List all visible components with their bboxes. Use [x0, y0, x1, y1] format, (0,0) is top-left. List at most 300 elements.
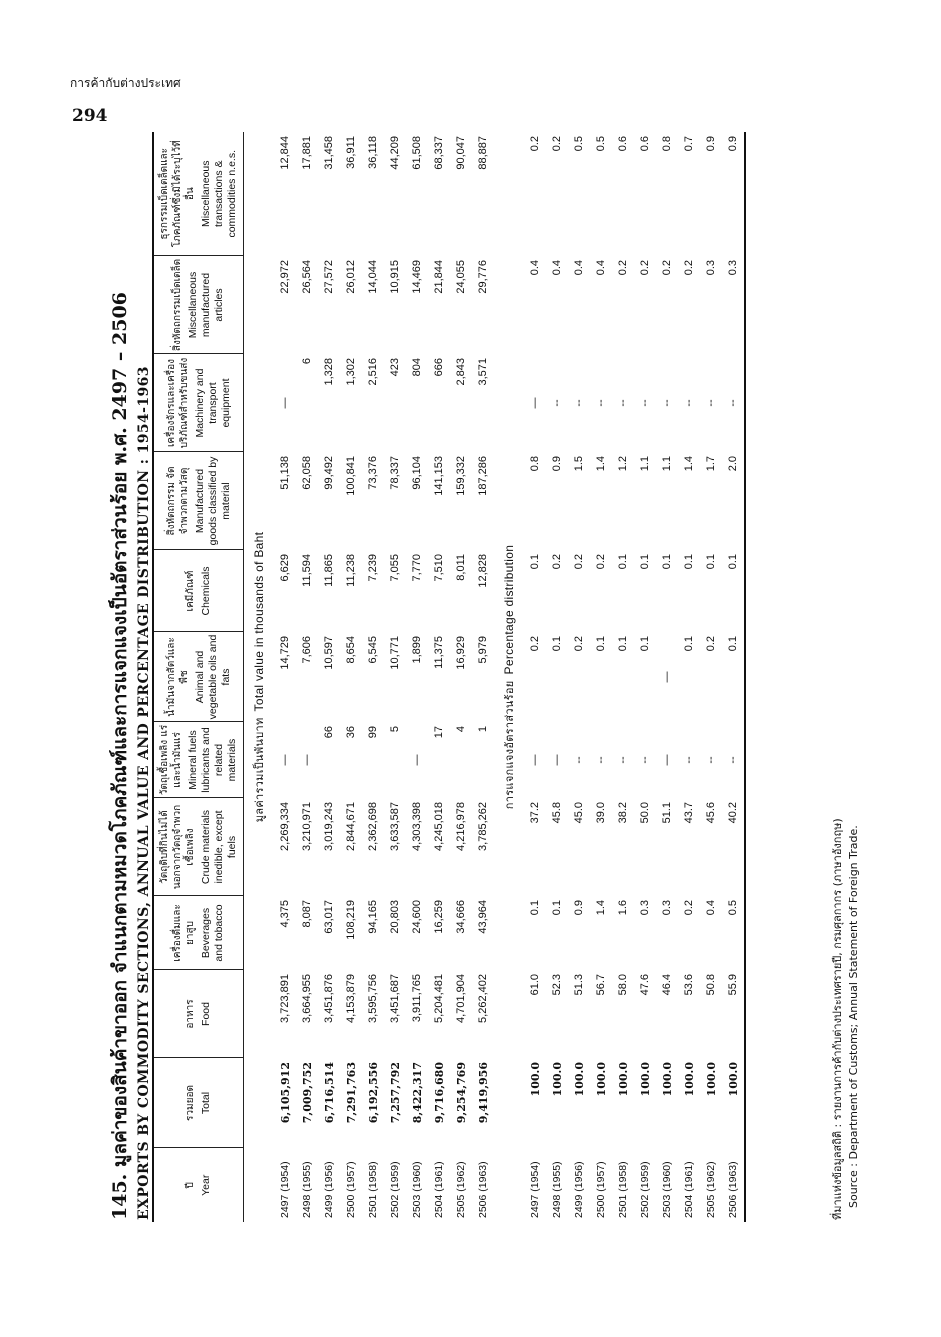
- year-cell: 2502 (1959): [389, 1161, 401, 1218]
- column-header-2: [153, 970, 244, 1058]
- value-cell: 14,044: [367, 260, 379, 294]
- value-cell: --: [683, 399, 695, 407]
- value-cell: --: [573, 756, 585, 764]
- table-title-block: [105, 130, 152, 1220]
- value-cell: 6,629: [279, 554, 291, 582]
- value-cell: 12,844: [279, 136, 291, 170]
- value-cell: 26,564: [301, 260, 313, 294]
- value-cell: 3,723,891: [279, 974, 291, 1023]
- value-cell: 7,239: [367, 554, 379, 582]
- value-cell: --: [617, 399, 629, 407]
- value-cell: 1.1: [661, 456, 673, 472]
- section-value: [244, 132, 275, 1222]
- year-cell: 2506 (1963): [722, 1148, 745, 1222]
- value-cell: 0.1: [529, 554, 541, 570]
- value-cell: 0.1: [683, 554, 695, 570]
- value-cell: 4,153,879: [345, 974, 357, 1023]
- value-cell: 0.1: [551, 636, 563, 652]
- year-cell: 2498 (1955): [301, 1161, 313, 1218]
- year-cell: 2498 (1955): [551, 1161, 563, 1218]
- value-cell: 5,979: [477, 636, 489, 664]
- value-cell: --: [639, 399, 651, 407]
- value-cell: 6,105,912: [278, 1062, 292, 1124]
- value-cell: 36: [345, 726, 357, 739]
- value-cell: —: [301, 754, 313, 766]
- column-header-5: [153, 722, 244, 798]
- value-cell: 11,238: [345, 554, 357, 587]
- source-note: [830, 130, 862, 1220]
- value-cell: 0.1: [722, 632, 745, 722]
- value-cell: 0.2: [529, 636, 541, 652]
- value-cell: —: [411, 754, 423, 766]
- value-cell: --: [595, 399, 607, 407]
- value-cell: 0.2: [683, 260, 695, 276]
- value-cell: 2,516: [367, 358, 379, 386]
- section-percent-english: Percentage distribution: [502, 544, 516, 675]
- value-cell: 11,865: [323, 554, 335, 587]
- value-cell: 7,257,792: [388, 1062, 402, 1124]
- value-cell: 29,776: [477, 260, 489, 294]
- table-body: [244, 132, 746, 1222]
- table-title-english: EXPORTS BY COMMODITY SECTIONS, ANNUAL VALUE AND PERCENTAGE DISTRIBUTION : 1954-1963: [136, 366, 152, 1220]
- value-cell: 14,729: [279, 636, 291, 670]
- value-cell: 6,192,556: [366, 1062, 380, 1124]
- value-cell: 2,269,334: [279, 802, 291, 851]
- value-row: [384, 132, 406, 1222]
- value-cell: 3,451,687: [389, 974, 401, 1023]
- value-cell: 37.2: [529, 802, 541, 824]
- value-cell: 0.5: [722, 896, 745, 970]
- value-cell: 0.4: [595, 260, 607, 276]
- value-row: [340, 132, 362, 1222]
- value-cell: 4,375: [279, 900, 291, 928]
- value-cell: 9,419,956: [476, 1062, 490, 1124]
- value-cell: 61,508: [411, 136, 423, 170]
- value-cell: 36,118: [367, 136, 379, 169]
- value-cell: 1.5: [573, 456, 585, 472]
- value-cell: 0.4: [705, 900, 717, 916]
- value-cell: 5,204,481: [433, 974, 445, 1023]
- value-cell: 0.3: [722, 256, 745, 354]
- value-cell: 100.0: [682, 1062, 696, 1097]
- value-cell: 99: [367, 726, 379, 739]
- value-cell: 4,216,978: [455, 802, 467, 851]
- value-cell: 1.4: [683, 456, 695, 472]
- value-cell: 43.7: [683, 802, 695, 824]
- column-header-6: [153, 632, 244, 722]
- value-cell: —: [551, 754, 563, 766]
- value-cell: 17: [433, 726, 445, 739]
- value-cell: 2,362,698: [367, 802, 379, 851]
- value-cell: 0.2: [551, 554, 563, 570]
- column-header-thai: ธุรกรรมเบ็ดเตล็ดและโภคภัณฑ์ซึ่งมิได้ระบุไว้ที่อื่น: [159, 140, 196, 248]
- percent-row: [524, 132, 546, 1222]
- column-header-thai: เคมีภัณฑ์: [185, 570, 196, 612]
- value-cell: 43,964: [477, 900, 489, 934]
- value-cell: 1.7: [705, 456, 717, 472]
- value-cell: 0.1: [595, 636, 607, 652]
- table-title-thai: 145. มูลค่าของสินค้าขาออก จำแนกตามหมวดโภคภัณฑ์และการแจกแจงเป็นอัตราส่วนร้อย พ.ศ. 2497 – 2506: [109, 292, 131, 1220]
- value-cell: 0.1: [722, 550, 745, 632]
- value-cell: 0.8: [529, 456, 541, 472]
- exports-table: [152, 132, 746, 1222]
- value-cell: 9,254,769: [454, 1062, 468, 1124]
- value-cell: 100.0: [572, 1062, 586, 1097]
- percent-row: [656, 132, 678, 1222]
- value-cell: 100.0: [722, 1058, 745, 1148]
- year-cell: 2499 (1956): [323, 1161, 335, 1218]
- percent-row: [546, 132, 568, 1222]
- page-number: 294: [72, 106, 108, 126]
- value-cell: 16,929: [455, 636, 467, 670]
- value-cell: 0.4: [529, 260, 541, 276]
- value-cell: --: [595, 756, 607, 764]
- year-cell: 2504 (1961): [683, 1161, 695, 1218]
- column-header-thai: ปี: [185, 1182, 196, 1189]
- value-cell: 0.9: [705, 136, 717, 152]
- column-header-english: Mineral fuels lubricants and related materials: [187, 727, 238, 793]
- value-cell: 2,843: [455, 358, 467, 386]
- value-cell: 68,337: [433, 136, 445, 170]
- column-header-8: [153, 452, 244, 550]
- value-cell: 0.1: [529, 900, 541, 916]
- value-cell: 7,291,763: [344, 1062, 358, 1124]
- value-cell: --: [705, 756, 717, 764]
- section-percent-thai: การแจกแจงอัตราส่วนร้อย: [503, 680, 516, 810]
- value-cell: 47.6: [639, 974, 651, 996]
- value-cell: 5,262,402: [477, 974, 489, 1023]
- year-cell: 2506 (1963): [477, 1161, 489, 1218]
- value-cell: 0.2: [551, 136, 563, 152]
- source-english: Source : Department of Customs; Annual Statement of Foreign Trade.: [847, 825, 860, 1208]
- section-value-label: [244, 132, 275, 1222]
- value-cell: --: [722, 722, 745, 798]
- value-cell: 3,664,955: [301, 974, 313, 1023]
- percent-row: [634, 132, 656, 1222]
- value-cell: 10,597: [323, 636, 335, 670]
- value-cell: —: [661, 671, 673, 683]
- value-cell: 8,422,317: [410, 1062, 424, 1124]
- value-cell: 0.3: [661, 900, 673, 916]
- value-cell: 73,376: [367, 456, 379, 490]
- column-header-thai: วัตถุดิบที่กินไม่ได้ นอกจากวัตถุจำพวกเชื้อเพลิง: [159, 804, 196, 890]
- value-cell: 1: [477, 726, 489, 733]
- column-header-english: Year: [200, 1174, 212, 1196]
- value-cell: 11,594: [301, 554, 313, 587]
- column-header-thai: สิ่งหัตถกรรม จัดจำพวกตามวัสดุ: [165, 466, 190, 536]
- value-cell: 0.1: [639, 554, 651, 570]
- value-cell: 0.5: [595, 136, 607, 152]
- column-header-english: Crude materials inedible, except fuels: [200, 809, 238, 885]
- value-cell: 1,302: [345, 358, 357, 386]
- value-cell: 96,104: [411, 456, 423, 490]
- value-cell: 141,153: [433, 456, 445, 496]
- value-cell: 36,911: [345, 136, 357, 169]
- value-cell: 53.6: [683, 974, 695, 996]
- value-cell: 100.0: [704, 1062, 718, 1097]
- value-cell: 7,606: [301, 636, 313, 664]
- value-cell: 8,654: [345, 636, 357, 664]
- value-row: [406, 132, 428, 1222]
- section-percent-label: [494, 132, 524, 1222]
- value-cell: 46.4: [661, 974, 673, 996]
- value-cell: 39.0: [595, 802, 607, 824]
- value-cell: 0.2: [617, 260, 629, 276]
- percent-row: [590, 132, 612, 1222]
- value-cell: 804: [411, 358, 423, 377]
- value-cell: 22,972: [279, 260, 291, 294]
- value-cell: 0.2: [595, 554, 607, 570]
- value-cell: —: [661, 754, 673, 766]
- value-row: [296, 132, 318, 1222]
- percent-row: [612, 132, 634, 1222]
- value-cell: 14,469: [411, 260, 423, 294]
- value-cell: 7,055: [389, 554, 401, 582]
- value-cell: 0.1: [617, 636, 629, 652]
- value-cell: 1.6: [617, 900, 629, 916]
- year-cell: 2502 (1959): [639, 1161, 651, 1218]
- year-cell: 2497 (1954): [529, 1161, 541, 1218]
- value-cell: 78,337: [389, 456, 401, 490]
- value-cell: 10,915: [389, 260, 401, 294]
- value-cell: 0.1: [705, 554, 717, 570]
- value-cell: 0.4: [551, 260, 563, 276]
- year-cell: 2504 (1961): [433, 1161, 445, 1218]
- year-cell: 2503 (1960): [661, 1161, 673, 1218]
- percent-row: [700, 132, 722, 1222]
- column-header-english: Food: [200, 1002, 212, 1026]
- value-cell: 0.7: [683, 136, 695, 152]
- value-cell: 17,881: [301, 136, 313, 170]
- percent-row: [568, 132, 590, 1222]
- value-cell: 5: [389, 726, 401, 733]
- value-cell: 0.2: [661, 260, 673, 276]
- running-head: การค้ากับต่างประเทศ: [70, 76, 181, 90]
- value-cell: 51.1: [661, 802, 673, 824]
- value-cell: 6: [301, 358, 313, 365]
- value-cell: 90,047: [455, 136, 467, 170]
- year-cell: 2500 (1957): [595, 1161, 607, 1218]
- value-cell: --: [639, 756, 651, 764]
- value-cell: 12,828: [477, 554, 489, 588]
- value-cell: 66: [323, 726, 335, 739]
- value-cell: --: [683, 756, 695, 764]
- statistics-table-wrap: [152, 132, 746, 1222]
- value-cell: 0.3: [639, 900, 651, 916]
- value-cell: 8,011: [455, 554, 467, 581]
- value-cell: 0.8: [661, 136, 673, 152]
- source-thai: ที่มาแห่งข้อมูลสถิติ : รายงานการค้ากับต่างประเทศรายปี, กรมศุลกากร (ภาษาอังกฤษ): [831, 818, 844, 1220]
- value-row: [274, 132, 296, 1222]
- value-cell: 100.0: [660, 1062, 674, 1097]
- value-cell: 3,451,876: [323, 974, 335, 1023]
- value-cell: 0.1: [683, 636, 695, 652]
- value-cell: 52.3: [551, 974, 563, 996]
- column-header-english: Beverages and tobacco: [200, 904, 225, 962]
- value-cell: 51.3: [573, 974, 585, 996]
- value-cell: 11,375: [433, 636, 445, 669]
- value-cell: --: [573, 399, 585, 407]
- value-cell: 1.4: [595, 900, 607, 916]
- value-cell: 1,328: [323, 358, 335, 386]
- value-cell: 7,510: [433, 554, 445, 582]
- value-cell: 7,770: [411, 554, 423, 582]
- value-cell: 21,844: [433, 260, 445, 294]
- value-cell: --: [661, 399, 673, 407]
- value-cell: --: [551, 399, 563, 407]
- value-cell: 3,019,243: [323, 802, 335, 851]
- value-cell: 108,219: [345, 900, 357, 940]
- value-cell: 100.0: [528, 1062, 542, 1097]
- value-cell: 31,458: [323, 136, 335, 170]
- year-cell: 2501 (1958): [617, 1161, 629, 1218]
- value-cell: 0.3: [705, 260, 717, 276]
- value-cell: 26,012: [345, 260, 357, 294]
- value-cell: 1,899: [411, 636, 423, 664]
- column-header-english: Miscellaneous transactions & commodities n.e.s.: [200, 149, 238, 238]
- value-cell: 0.1: [661, 554, 673, 570]
- value-cell: 3,210,971: [301, 802, 313, 851]
- value-cell: 2,844,671: [345, 802, 357, 851]
- value-cell: 55.9: [722, 970, 745, 1058]
- value-row: [450, 132, 472, 1222]
- value-cell: 88,887: [477, 136, 489, 170]
- value-row: [472, 132, 494, 1222]
- column-header-thai: อาหาร: [185, 999, 196, 1029]
- value-cell: 99,492: [323, 456, 335, 490]
- column-header-english: Total: [200, 1091, 212, 1115]
- value-cell: 27,572: [323, 260, 335, 294]
- value-cell: 24,600: [411, 900, 423, 934]
- value-cell: 94,165: [367, 900, 379, 934]
- column-header-9: [153, 354, 244, 452]
- value-cell: 62,058: [301, 456, 313, 490]
- column-header-3: [153, 896, 244, 970]
- value-cell: 2.0: [722, 452, 745, 550]
- value-cell: 50.8: [705, 974, 717, 996]
- column-header-1: [153, 1058, 244, 1148]
- percent-row: [722, 132, 745, 1222]
- value-cell: 100.0: [550, 1062, 564, 1097]
- column-header-10: [153, 256, 244, 354]
- value-cell: 20,803: [389, 900, 401, 934]
- value-cell: 0.4: [573, 260, 585, 276]
- value-cell: 100,841: [345, 456, 357, 496]
- section-percent: [494, 132, 524, 1222]
- value-cell: 51,138: [279, 456, 291, 490]
- value-cell: 40.2: [722, 798, 745, 896]
- value-cell: 0.2: [639, 260, 651, 276]
- value-cell: --: [705, 399, 717, 407]
- column-header-thai: เครื่องจักรและเครื่องบริภัณฑ์สำหรับขนส่ง: [165, 357, 190, 449]
- column-header-english: Machinery and transport equipment: [193, 368, 232, 438]
- column-header-english: Miscellaneous manufactured articles: [187, 271, 225, 339]
- value-cell: 45.8: [551, 802, 563, 824]
- value-cell: 1.2: [617, 456, 629, 472]
- column-header-english: Animal and vegetable oils and fats: [193, 634, 232, 720]
- value-cell: 666: [433, 358, 445, 377]
- column-header-row: [153, 132, 244, 1222]
- value-cell: 100.0: [594, 1062, 608, 1097]
- year-cell: 2501 (1958): [367, 1161, 379, 1218]
- column-header-7: [153, 550, 244, 632]
- year-cell: 2505 (1962): [455, 1161, 467, 1218]
- column-header-4: [153, 798, 244, 896]
- value-cell: 1.1: [639, 456, 651, 472]
- value-cell: —: [529, 397, 541, 409]
- value-cell: --: [722, 354, 745, 452]
- column-header-thai: วัตถุเชื้อเพลิง แร่ และน้ำมันแร่: [159, 724, 183, 796]
- value-cell: 0.2: [529, 136, 541, 152]
- column-header-english: Chemicals: [200, 566, 212, 616]
- value-row: [318, 132, 340, 1222]
- value-cell: 9,716,680: [432, 1062, 446, 1124]
- year-cell: 2499 (1956): [573, 1161, 585, 1218]
- value-cell: 0.9: [573, 900, 585, 916]
- value-cell: 4,701,904: [455, 974, 467, 1023]
- value-cell: --: [617, 756, 629, 764]
- value-cell: 423: [389, 358, 401, 377]
- value-cell: 10,771: [389, 636, 401, 670]
- value-cell: 0.2: [573, 636, 585, 652]
- value-cell: 100.0: [638, 1062, 652, 1097]
- value-cell: 4: [455, 726, 467, 733]
- value-cell: 3,785,262: [477, 802, 489, 851]
- value-cell: 63,017: [323, 900, 335, 934]
- value-cell: 61.0: [529, 974, 541, 996]
- column-header-thai: เครื่องดื่มและยาสูบ: [172, 904, 196, 962]
- value-cell: 8,087: [301, 900, 313, 928]
- value-cell: 0.6: [639, 136, 651, 152]
- value-row: [362, 132, 384, 1222]
- section-value-thai: มูลค่ารวมเป็นพันบาท: [253, 717, 266, 823]
- value-row: [428, 132, 450, 1222]
- percent-row: [678, 132, 700, 1222]
- value-cell: 187,286: [477, 456, 489, 496]
- year-cell: 2505 (1962): [705, 1161, 717, 1218]
- value-cell: 4,245,018: [433, 802, 445, 851]
- value-cell: 44,209: [389, 136, 401, 170]
- value-cell: 3,595,756: [367, 974, 379, 1023]
- value-cell: 3,571: [477, 358, 489, 386]
- value-cell: —: [279, 397, 291, 409]
- column-header-0: [153, 1148, 244, 1222]
- column-header-thai: รวมยอด: [185, 1085, 196, 1121]
- value-cell: 16,259: [433, 900, 445, 934]
- value-cell: 7,009,752: [300, 1062, 314, 1124]
- column-header-11: [153, 132, 244, 256]
- value-cell: 4,303,398: [411, 802, 423, 851]
- value-cell: 0.6: [617, 136, 629, 152]
- year-cell: 2497 (1954): [279, 1161, 291, 1218]
- year-cell: 2500 (1957): [345, 1161, 357, 1218]
- value-cell: 159,332: [455, 456, 467, 496]
- value-cell: 100.0: [616, 1062, 630, 1097]
- value-cell: 56.7: [595, 974, 607, 996]
- value-cell: 0.2: [573, 554, 585, 570]
- value-cell: 0.1: [639, 636, 651, 652]
- section-value-english: Total value in thousands of Baht: [252, 531, 266, 712]
- value-cell: 6,545: [367, 636, 379, 664]
- value-cell: 0.9: [551, 456, 563, 472]
- value-cell: 0.1: [551, 900, 563, 916]
- value-cell: 24,055: [455, 260, 467, 294]
- value-cell: 1.4: [595, 456, 607, 472]
- rotated-table-block: [109, 130, 860, 1220]
- value-cell: 0.1: [617, 554, 629, 570]
- column-header-thai: น้ำมันจากสัตว์และพืช: [165, 637, 190, 717]
- value-cell: 45.0: [573, 802, 585, 824]
